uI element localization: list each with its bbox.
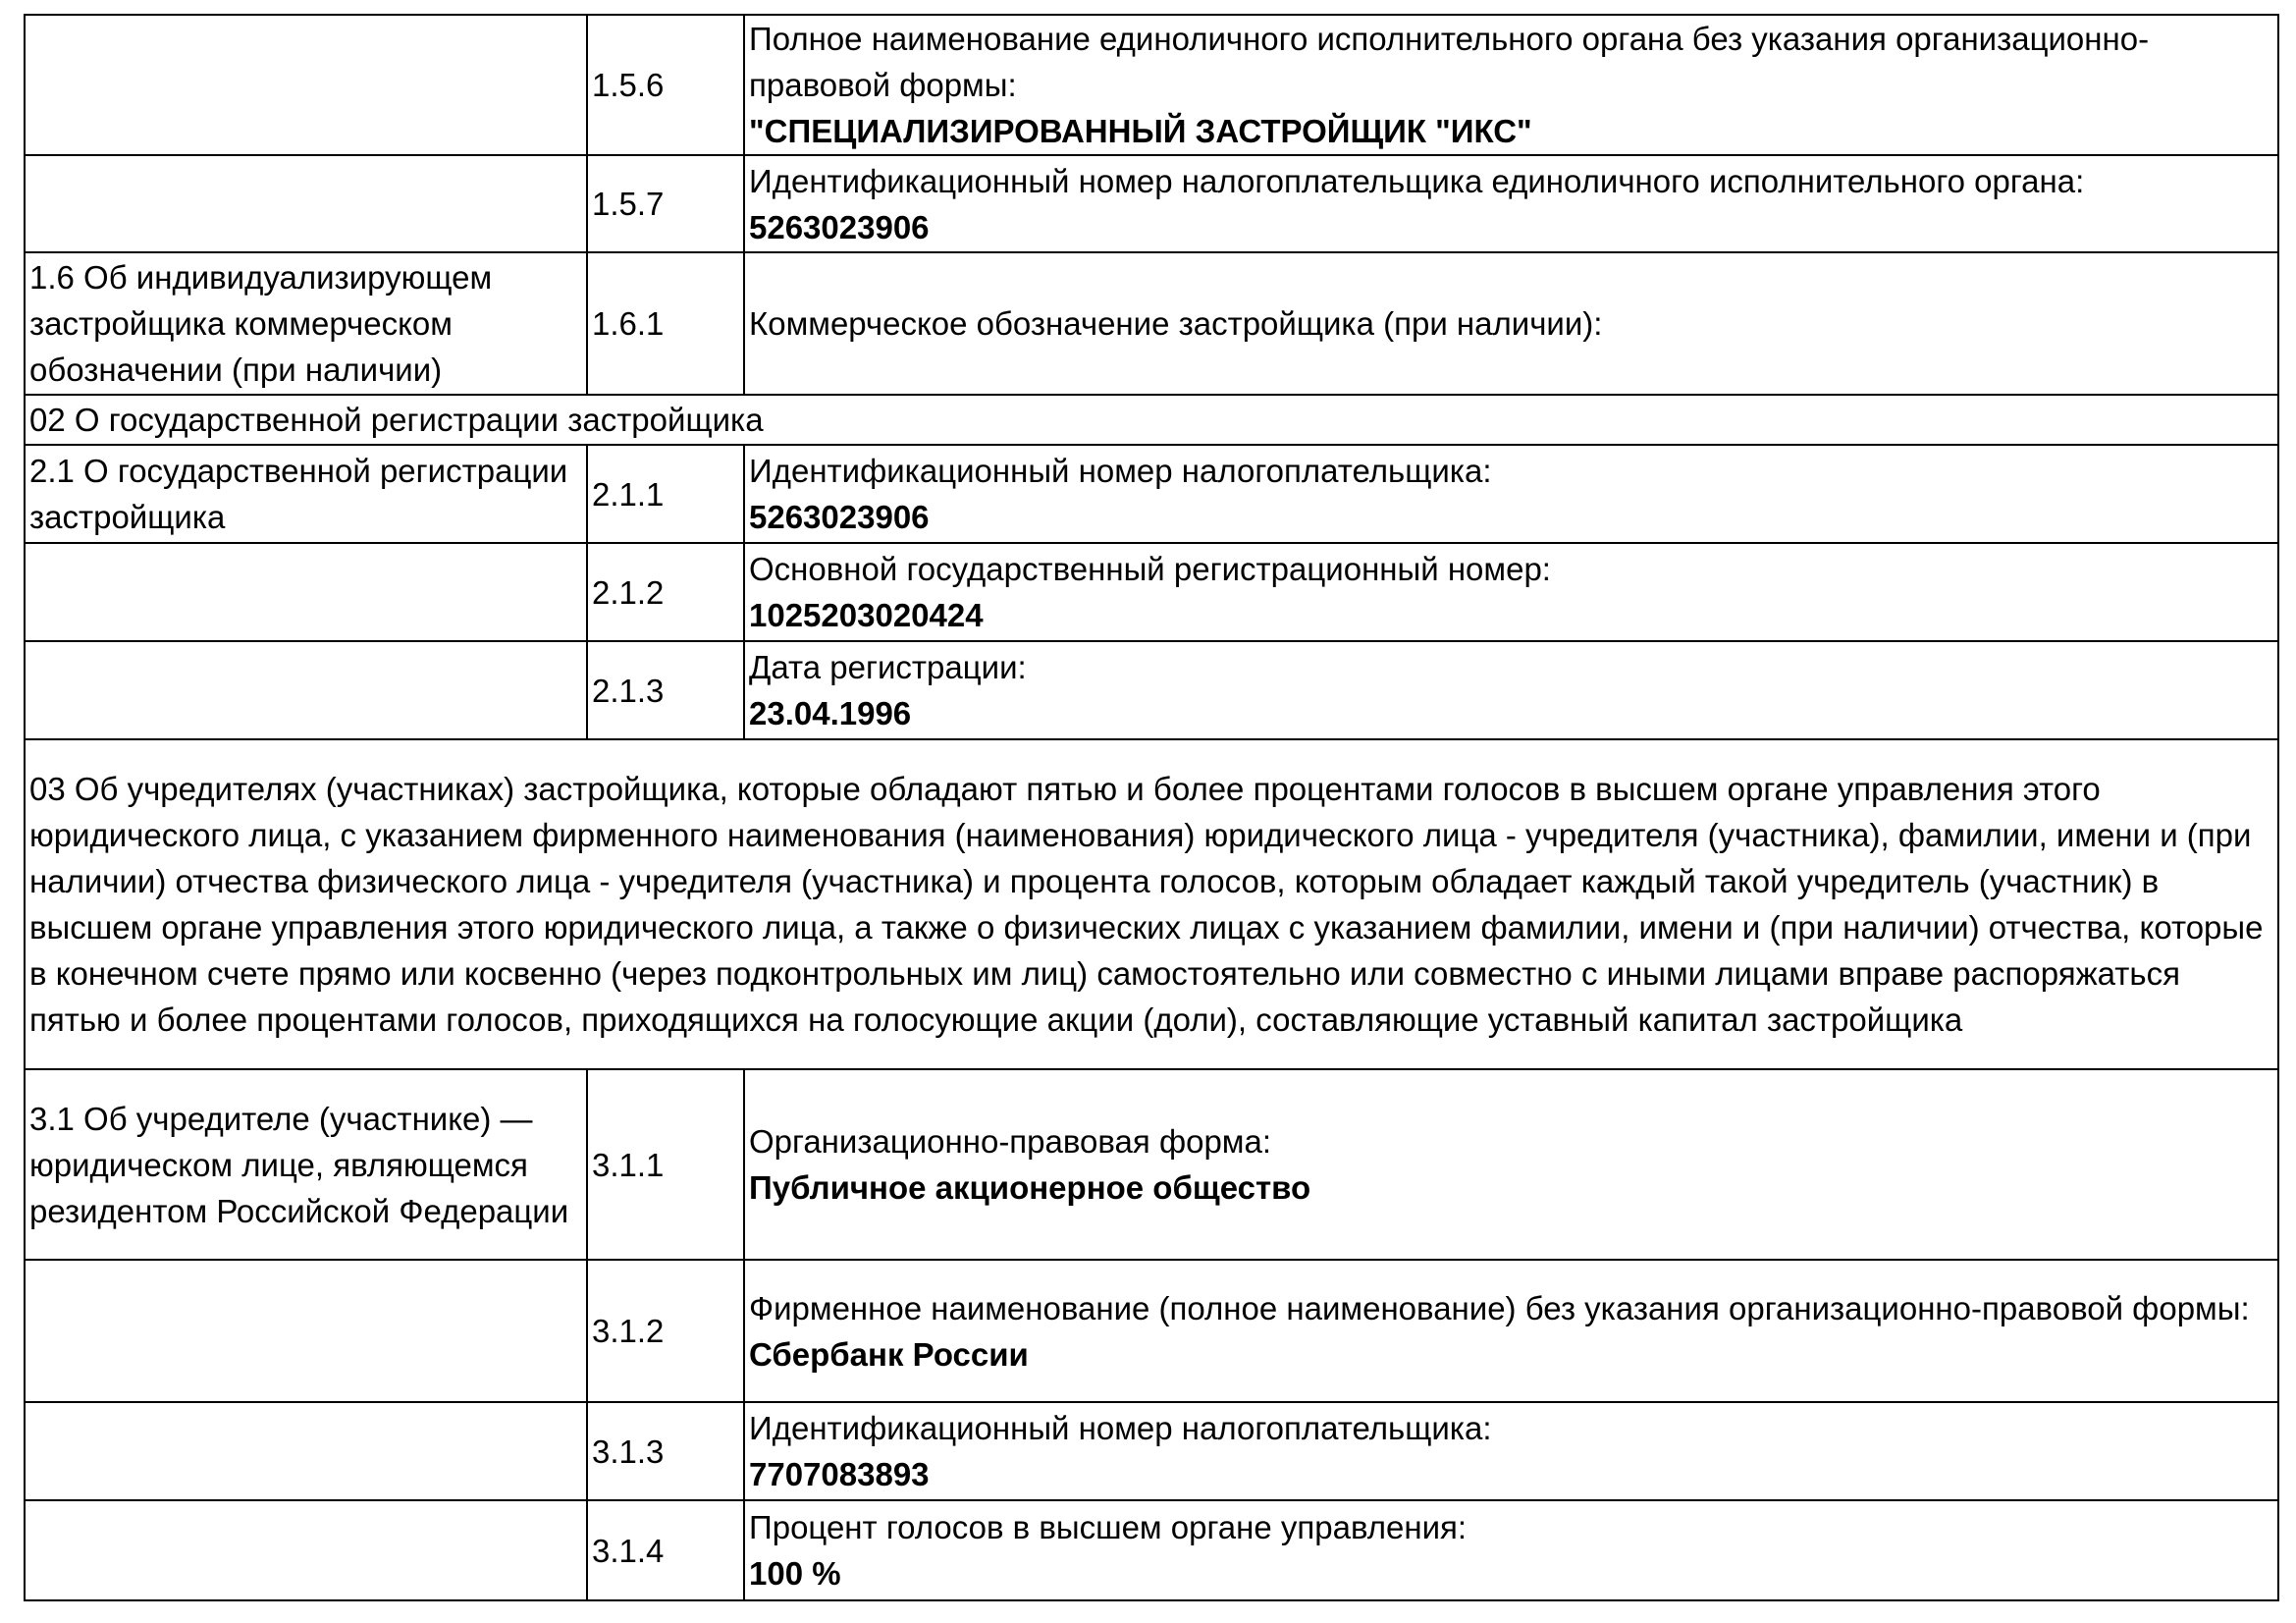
group-cell: 2.1 О государственной регистрации застройщика: [25, 445, 587, 543]
item-label: Основной государственный регистрационный номер:: [749, 551, 1551, 587]
item-value: 5263023906: [749, 208, 930, 245]
item-number: 3.1.2: [587, 1260, 744, 1402]
item-number: 1.5.6: [587, 15, 744, 155]
table-row: [25, 1260, 2278, 1402]
section-title: 02 О государственной регистрации застройщика: [25, 395, 2278, 445]
item-content: [744, 641, 2278, 739]
item-label: Идентификационный номер налогоплательщика единоличного исполнительного органа:: [749, 162, 2085, 199]
item-value: 5263023906: [749, 499, 930, 535]
section-row: [25, 395, 2278, 445]
item-value: 100 %: [749, 1555, 841, 1592]
item-number: 2.1.1: [587, 445, 744, 543]
group-cell: 3.1 Об учредителе (участнике) — юридическом лице, являющемся резидентом Российской Федерации: [25, 1069, 587, 1260]
item-label: Коммерческое обозначение застройщика (при наличии):: [749, 305, 1603, 342]
table-row: [25, 1402, 2278, 1500]
item-content: [744, 1500, 2278, 1600]
item-number: 3.1.4: [587, 1500, 744, 1600]
item-content: [744, 543, 2278, 641]
item-label: Процент голосов в высшем органе управления:: [749, 1509, 1468, 1545]
table-row: [25, 1069, 2278, 1260]
item-label: Идентификационный номер налогоплательщика:: [749, 1410, 1492, 1446]
item-content: [744, 1402, 2278, 1500]
table-row: [25, 543, 2278, 641]
item-content: [744, 1260, 2278, 1402]
item-label: Дата регистрации:: [749, 649, 1027, 685]
item-value: 23.04.1996: [749, 695, 912, 731]
item-value: Сбербанк России: [749, 1335, 1029, 1373]
item-label: Идентификационный номер налогоплательщика:: [749, 453, 1492, 489]
item-label: Полное наименование единоличного исполнительного органа без указания организационно-правовой формы:: [749, 21, 2150, 103]
item-value: 1025203020424: [749, 597, 984, 633]
item-number: 1.6.1: [587, 252, 744, 395]
table-row: [25, 155, 2278, 252]
item-value: 7707083893: [749, 1456, 930, 1492]
table-row: [25, 252, 2278, 395]
group-cell-empty: [25, 1260, 587, 1402]
group-cell-empty: [25, 1500, 587, 1600]
item-number: 3.1.3: [587, 1402, 744, 1500]
table-row: [25, 15, 2278, 155]
section-title: 03 Об учредителях (участниках) застройщика, которые обладают пятью и более процентами голосов в высшем органе управления этого юридического лица, с указанием фирменного наименования (наименования) юридического лица - учредителя (участника), фамилии, имени и (при наличии) отчества физического лица - учредителя (участника) и процента голосов, которым обладает каждый такой учредитель (участник) в высшем органе управления этого юридического лица, а также о физических лицах с указанием фамилии, имени и (при наличии) отчества, которые в конечном счете прямо или косвенно (через подконтрольных им лиц) самостоятельно или совместно с иными лицами вправе распоряжаться пятью и более процентами голосов, приходящихся на голосующие акции (доли), составляющие уставный капитал застройщика: [25, 739, 2278, 1069]
table-row: [25, 445, 2278, 543]
table-row: [25, 641, 2278, 739]
item-label: Фирменное наименование (полное наименование) без указания организационно-правовой формы:: [749, 1289, 2250, 1326]
item-label: Организационно-правовая форма:: [749, 1123, 1272, 1160]
group-cell-empty: [25, 155, 587, 252]
item-content: [744, 1069, 2278, 1260]
group-cell-empty: [25, 15, 587, 155]
item-content: [744, 445, 2278, 543]
group-cell-empty: [25, 641, 587, 739]
item-number: 2.1.3: [587, 641, 744, 739]
group-cell: 1.6 Об индивидуализирующем застройщика коммерческом обозначении (при наличии): [25, 252, 587, 395]
item-value: Публичное акционерное общество: [749, 1169, 1311, 1206]
item-content: [744, 15, 2278, 155]
declaration-table: [24, 14, 2279, 1601]
item-content: [744, 155, 2278, 252]
item-number: 1.5.7: [587, 155, 744, 252]
item-content: [744, 252, 2278, 395]
group-cell-empty: [25, 1402, 587, 1500]
section-row: [25, 739, 2278, 1069]
item-value: "СПЕЦИАЛИЗИРОВАННЫЙ ЗАСТРОЙЩИК "ИКС": [749, 113, 1532, 149]
group-cell-empty: [25, 543, 587, 641]
item-number: 2.1.2: [587, 543, 744, 641]
item-number: 3.1.1: [587, 1069, 744, 1260]
table-row: [25, 1500, 2278, 1600]
